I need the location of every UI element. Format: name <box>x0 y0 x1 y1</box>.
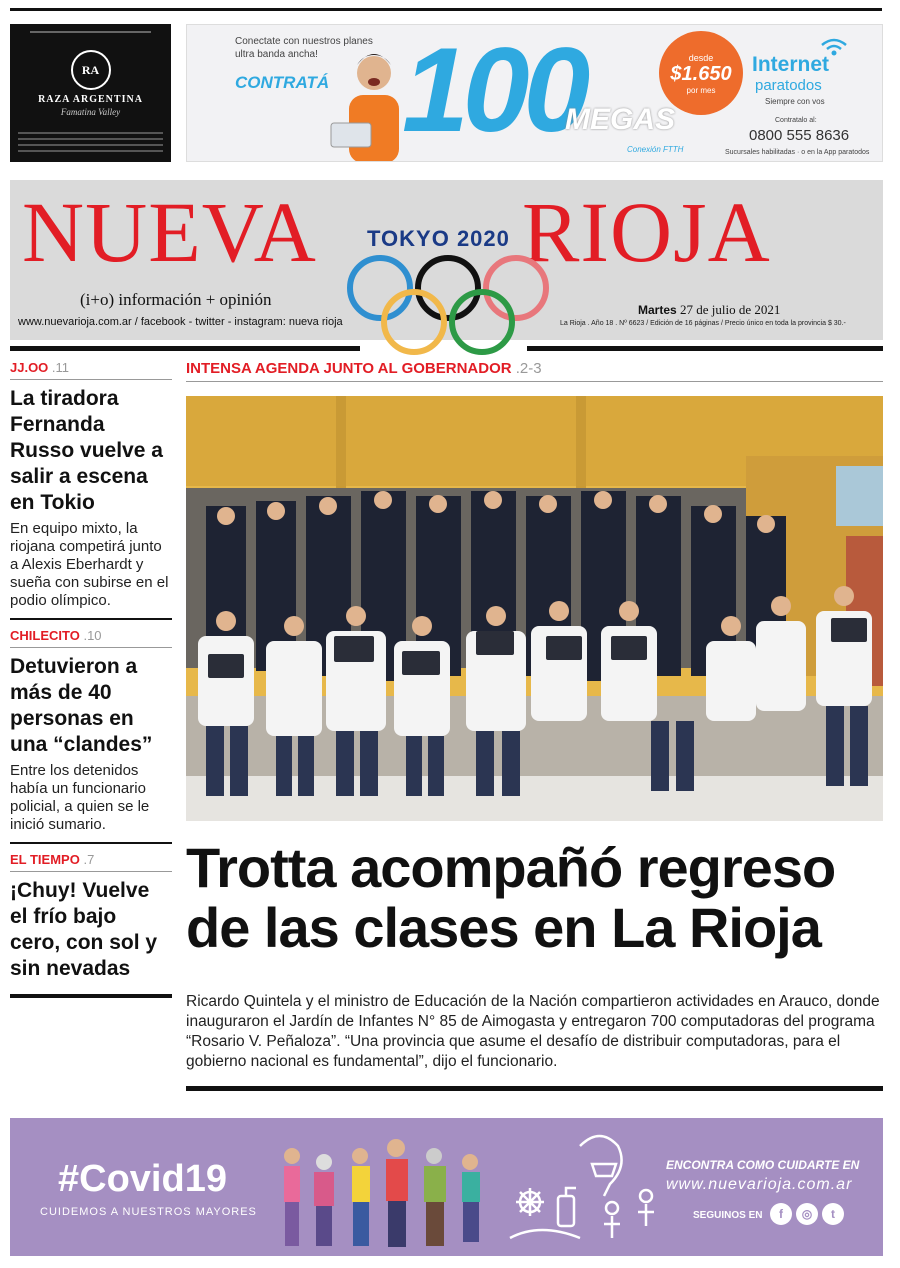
raza-brand: RAZA ARGENTINA <box>38 94 143 105</box>
ad-contact-label: Contratalo al: <box>775 117 817 124</box>
date-day: Martes <box>638 303 677 317</box>
main-photo[interactable] <box>186 396 883 821</box>
kicker-page: .10 <box>83 628 102 643</box>
price-value: $1.650 <box>670 63 732 85</box>
divider <box>527 346 883 351</box>
masthead-edition-info: La Rioja . Año 18 . Nº 6623 / Edición de 16 páginas / Precio único en toda la provincia $ 30.- <box>560 320 846 327</box>
story-kicker <box>10 628 172 648</box>
olympic-label: TOKYO 2020 <box>367 226 510 251</box>
olympic-rings-icon <box>330 250 570 360</box>
kicker-label: JJ.OO <box>10 360 49 375</box>
ad-phone[interactable]: 0800 555 8636 <box>749 127 850 144</box>
ad-speed: 100 <box>402 24 585 157</box>
covid-prevention-icons <box>500 1126 660 1254</box>
ad-raza-argentina[interactable] <box>10 24 171 162</box>
ad-branches: Sucursales habilitadas · o en la App paratodos <box>725 149 870 156</box>
story-headline[interactable]: Detuvieron a más de 40 personas en una “clandes” <box>10 655 153 756</box>
facebook-icon[interactable]: f <box>770 1203 792 1225</box>
masthead <box>10 180 883 340</box>
kicker-page: .7 <box>83 852 95 867</box>
kicker-page: .11 <box>51 360 70 375</box>
sidebar-story-tiempo[interactable] <box>10 852 172 998</box>
sidebar-story-jjoo[interactable] <box>10 360 172 620</box>
story-summary: En equipo mixto, la riojana competirá junto a Alexis Eberhardt y sueña con subirse en el podio olímpico. <box>10 520 169 609</box>
masthead-slogan: (i+o) información + opinión <box>80 290 272 309</box>
ad-cta: CONTRATÁ <box>235 73 330 92</box>
kicker-page: .2-3 <box>515 360 542 377</box>
kicker-label: INTENSA AGENDA JUNTO AL GOBERNADOR <box>186 360 512 377</box>
main-headline[interactable]: Trotta acompañó regreso de las clases en La Rioja <box>186 836 836 959</box>
price-period: por mes <box>686 86 716 95</box>
divider <box>10 346 360 351</box>
raza-sub: Famatina Valley <box>60 107 121 117</box>
fine-print <box>18 132 163 134</box>
sidebar-story-chilecito[interactable] <box>10 628 172 844</box>
ad-price-badge <box>659 31 743 115</box>
fine-print <box>18 144 163 146</box>
main-story <box>186 360 883 1070</box>
story-headline[interactable]: La tiradora Fernanda Russo vuelve a salir a escena en Tokio <box>10 387 163 514</box>
ad-internet-paratodos[interactable] <box>186 24 883 162</box>
covid-hashtag: #Covid19 <box>58 1158 227 1200</box>
sidebar <box>10 360 172 1006</box>
twitter-icon[interactable]: t <box>822 1203 844 1225</box>
date-value: 27 de julio de 2021 <box>680 302 781 317</box>
top-rule <box>10 8 882 11</box>
covid-banner[interactable] <box>10 1118 883 1256</box>
ad-brand-slogan: Siempre con vos <box>765 97 825 106</box>
story-kicker <box>10 852 172 872</box>
masthead-date <box>638 302 780 318</box>
raza-logo: RA <box>71 50 111 90</box>
divider <box>186 1086 883 1091</box>
ad-tech: Conexión FTTH <box>627 145 684 154</box>
masthead-title-left: NUEVA <box>22 184 317 280</box>
fine-print <box>30 31 151 33</box>
kicker-label: CHILECITO <box>10 628 80 643</box>
story-headline[interactable]: ¡Chuy! Vuelve el frío bajo cero, con sol y sin nevadas <box>10 879 158 980</box>
covid-sub: CUIDEMOS A NUESTROS MAYORES <box>40 1206 257 1218</box>
fine-print <box>18 150 163 152</box>
main-lead: Ricardo Quintela y el ministro de Educación de la Nación compartieron actividades en Arauco, donde inauguraron el Jardín de Infantes N° 85 de Aimogasta y entregaron 700 computadoras del programa “Rosario V. Peñaloza”. “Una provincia que asume el desafío de distribuir computadoras, para el gobierno nacional es fundamental”, dijo el funcionario. <box>186 993 880 1070</box>
story-summary: Entre los detenidos había un funcionario policial, a quien se le inició sumario. <box>10 762 150 833</box>
story-kicker <box>10 360 172 380</box>
instagram-icon[interactable]: ◎ <box>796 1203 818 1225</box>
ad-tagline: Conectate con nuestros planes ultra banda ancha! <box>235 36 373 60</box>
fine-print <box>18 138 163 140</box>
covid-web[interactable]: www.nuevarioja.com.ar <box>666 1176 853 1193</box>
ad-speed-unit: MEGAS <box>565 103 676 136</box>
masthead-web[interactable]: www.nuevarioja.com.ar / facebook - twitter - instagram: nueva rioja <box>18 316 343 328</box>
covid-cta: ENCONTRA COMO CUIDARTE EN <box>666 1158 860 1172</box>
masthead-title-right: RIOJA <box>522 184 771 280</box>
price-from: desde <box>688 53 714 63</box>
covid-follow: SEGUINOS EN <box>693 1210 763 1221</box>
ad-brand-line2: paratodos <box>755 77 822 94</box>
main-kicker <box>186 360 883 382</box>
kicker-label: EL TIEMPO <box>10 852 80 867</box>
people-illustration <box>272 1126 497 1254</box>
ad-brand-line1: Internet <box>752 53 830 76</box>
